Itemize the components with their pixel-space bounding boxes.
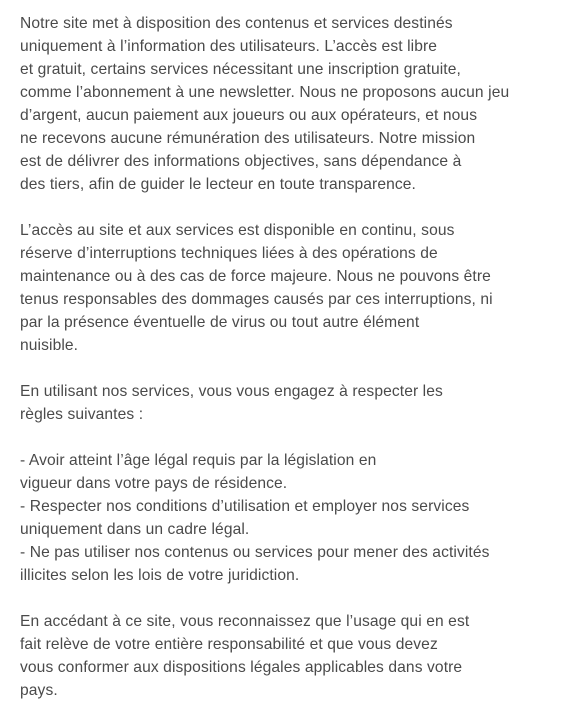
text-line: uniquement à l’information des utilisateurs. L’accès est libre — [20, 38, 438, 55]
text-line: des tiers, afin de guider le lecteur en toute transparence. — [20, 176, 416, 193]
paragraph-availability — [20, 219, 565, 357]
text-line: - Ne pas utiliser nos contenus ou services pour mener des activités — [20, 544, 490, 561]
text-line: En accédant à ce site, vous reconnaissez que l’usage qui en est — [20, 613, 470, 630]
text-line: vous conformer aux dispositions légales applicables dans votre — [20, 659, 463, 676]
text-line: uniquement dans un cadre légal. — [20, 521, 250, 538]
legal-text-body — [20, 12, 565, 725]
paragraph-rules-intro — [20, 380, 565, 426]
text-line: nuisible. — [20, 337, 79, 354]
text-line: vigueur dans votre pays de résidence. — [20, 475, 288, 492]
text-line: ne recevons aucune rémunération des utilisateurs. Notre mission — [20, 130, 476, 147]
text-line: d’argent, aucun paiement aux joueurs ou aux opérateurs, et nous — [20, 107, 478, 124]
text-line: comme l’abonnement à une newsletter. Nous ne proposons aucun jeu — [20, 84, 510, 101]
paragraph-rules-list — [20, 449, 565, 587]
text-line: En utilisant nos services, vous vous engagez à respecter les — [20, 383, 443, 400]
paragraph-responsibility — [20, 610, 565, 702]
text-line: règles suivantes : — [20, 406, 144, 423]
text-line: par la présence éventuelle de virus ou tout autre élément — [20, 314, 420, 331]
text-line: fait relève de votre entière responsabilité et que vous devez — [20, 636, 438, 653]
text-line: tenus responsables des dommages causés par ces interruptions, ni — [20, 291, 493, 308]
text-line: et gratuit, certains services nécessitant une inscription gratuite, — [20, 61, 461, 78]
text-line: - Avoir atteint l’âge légal requis par la législation en — [20, 452, 377, 469]
text-line: pays. — [20, 682, 58, 699]
text-line: Notre site met à disposition des contenus et services destinés — [20, 15, 453, 32]
text-line: illicites selon les lois de votre juridiction. — [20, 567, 300, 584]
text-line: maintenance ou à des cas de force majeure. Nous ne pouvons être — [20, 268, 491, 285]
text-line: est de délivrer des informations objectives, sans dépendance à — [20, 153, 462, 170]
paragraph-service-description — [20, 12, 565, 196]
text-line: réserve d’interruptions techniques liées à des opérations de — [20, 245, 438, 262]
text-line: L’accès au site et aux services est disponible en continu, sous — [20, 222, 455, 239]
text-line: - Respecter nos conditions d’utilisation et employer nos services — [20, 498, 470, 515]
